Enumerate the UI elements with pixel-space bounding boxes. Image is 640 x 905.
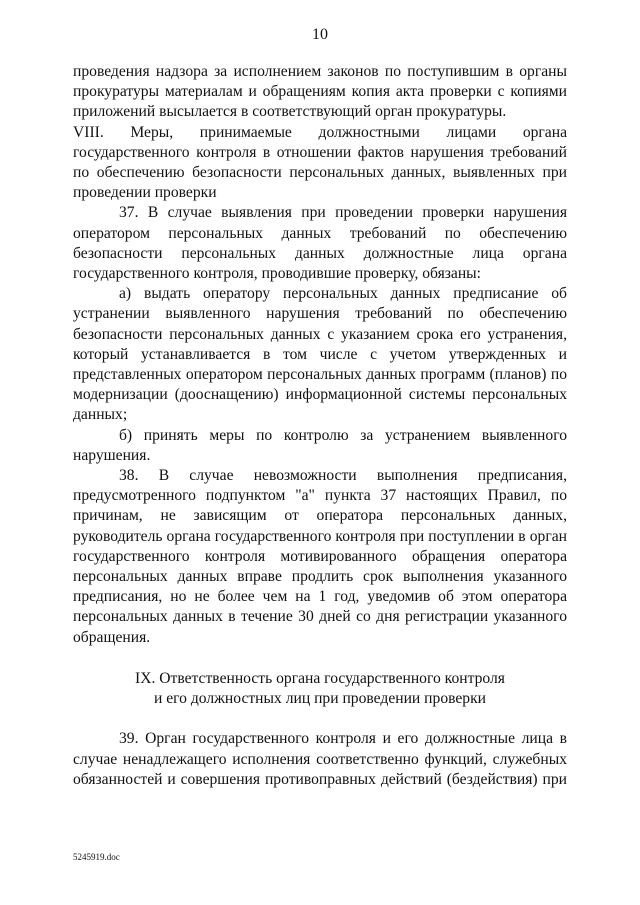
page-number: 10 [312, 26, 328, 43]
paragraph-38: 38. В случае невозможности выполнения предписания, предусмотренного подпунктом "а" пункта 37 настоящих Правил, по причинам, не зависящим от оператора персональных данных, руководитель органа государственного контроля при поступлении в орган государственного контроля мотивированного обращения оператора персональных данных вправе продлить срок выполнения указанного предписания, но не более чем на 1 год, уведомив об этом оператора персональных данных в течение 30 дней со дня регистрации указанного обращения. [73, 467, 567, 646]
lead-paragraph: проведения надзора за исполнением законов по поступившим в органы прокуратуры материалам и обращениям копия акта проверки с копиями приложений высылается в соответствующий орган прокуратуры. [73, 63, 567, 121]
paragraph-39: 39. Орган государственного контроля и его должностные лица в случае ненадлежащего исполнения соответственно функций, служебных обязанностей и совершения противоправных действий (бездействия) при [73, 730, 567, 788]
document-body [73, 62, 567, 790]
section-9-heading [73, 669, 567, 709]
paragraph-37: 37. В случае выявления при проведении проверки нарушения оператором персональных данных требований по обеспечению безопасности персональных данных должностные лица органа государственного контроля, проводившие проверку, обязаны: [73, 204, 567, 283]
section-9-heading-line-1: IX. Ответственность органа государственного контроля [135, 669, 505, 687]
section-9-heading-line-2: и его должностных лиц при проведении проверки [153, 690, 487, 708]
section-8-heading: VIII. Меры, принимаемые должностными лицами органа государственного контроля в отношении фактов нарушения требований по обеспечению безопасности персональных данных, выявленных при проведении проверки [73, 123, 567, 202]
paragraph-37a: а) выдать оператору персональных данных предписание об устранении выявленного нарушения требований по обеспечению безопасности персональных данных с указанием срока его устранения, который устанавливается в том числе с учетом утвержденных и представленных оператором персональных данных программ (планов) по модернизации (дооснащению) информационной системы персональных данных; [73, 285, 567, 424]
footer-file-code: 5245919.doc [73, 852, 120, 862]
paragraph-37b: б) принять меры по контролю за устранением выявленного нарушения. [73, 426, 567, 464]
